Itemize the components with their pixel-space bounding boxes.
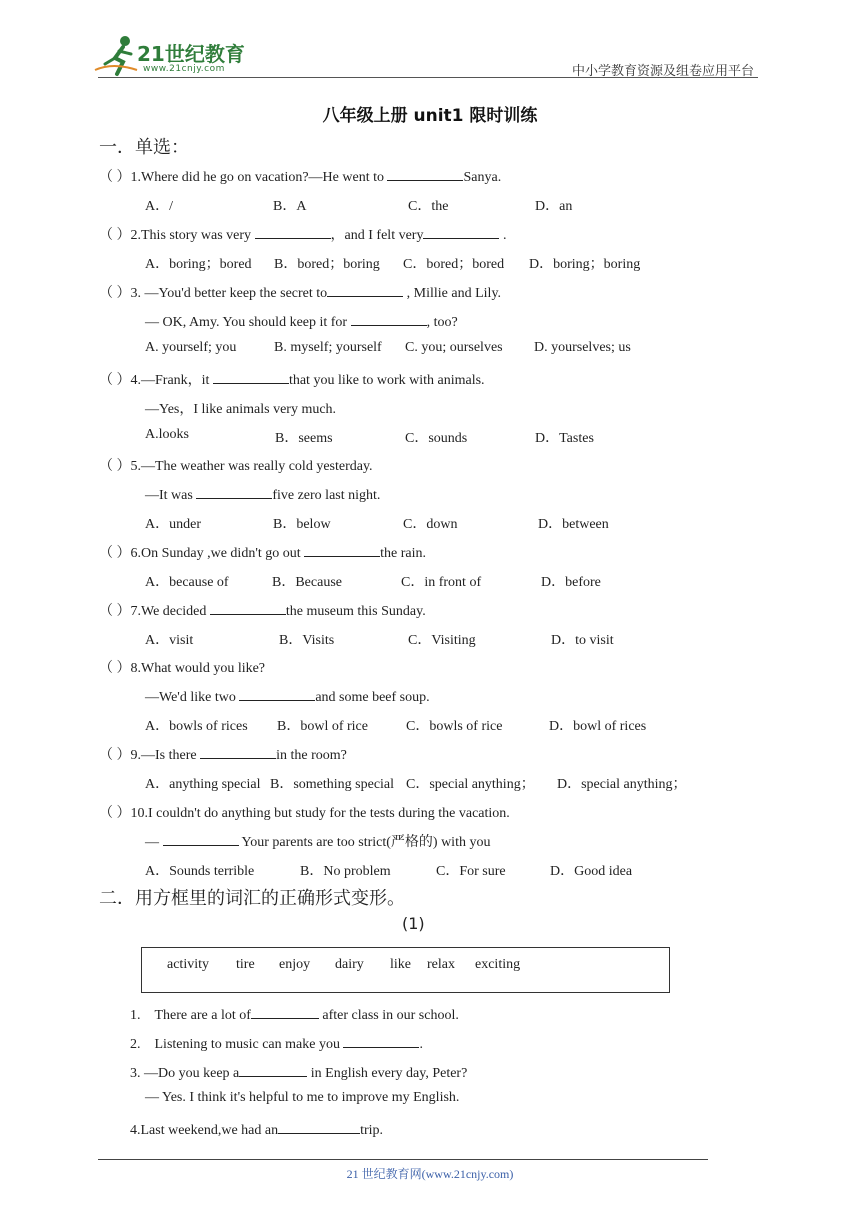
question-6: （ ）6.On Sunday ,we didn't go out the rain. bbox=[99, 542, 426, 562]
word-box bbox=[141, 947, 670, 993]
word-exciting: exciting bbox=[475, 957, 521, 972]
word-like: like bbox=[390, 957, 411, 972]
option-b[interactable]: B. myself; yourself bbox=[274, 340, 382, 355]
option-d[interactable]: D．bowl of rices bbox=[549, 719, 647, 734]
logo-brand: 21世纪教育 bbox=[137, 42, 245, 66]
question-9: （ ）9.—Is there in the room? bbox=[99, 744, 347, 764]
answer-blank[interactable] bbox=[251, 1004, 319, 1019]
option-c[interactable]: C．Visiting bbox=[408, 633, 476, 648]
options-4 bbox=[145, 427, 745, 447]
word-relax: relax bbox=[427, 957, 455, 972]
fill-item-3: 3. —Do you keep a in English every day, Peter? bbox=[130, 1062, 467, 1082]
option-a[interactable]: A．Sounds terrible bbox=[145, 864, 255, 879]
runner-icon bbox=[93, 34, 139, 78]
answer-blank[interactable] bbox=[196, 484, 272, 499]
option-d[interactable]: D．before bbox=[541, 575, 601, 590]
part-label: (1) bbox=[402, 914, 425, 933]
question-1: （ ）1.Where did he go on vacation?—He went to Sanya. bbox=[99, 166, 501, 186]
options-9 bbox=[145, 773, 765, 793]
option-b[interactable]: B．bowl of rice bbox=[277, 719, 368, 734]
page-title: 八年级上册 unit1 限时训练 bbox=[322, 106, 538, 126]
option-b[interactable]: B．seems bbox=[275, 431, 333, 446]
answer-blank[interactable] bbox=[210, 600, 286, 615]
option-c[interactable]: C．down bbox=[403, 517, 458, 532]
option-d[interactable]: D．Good idea bbox=[550, 864, 633, 879]
option-b[interactable]: B．below bbox=[273, 517, 331, 532]
option-c[interactable]: C．sounds bbox=[405, 431, 468, 446]
option-b[interactable]: B．Visits bbox=[279, 633, 335, 648]
option-c[interactable]: C．in front of bbox=[401, 575, 482, 590]
answer-blank[interactable] bbox=[213, 369, 289, 384]
word-enjoy: enjoy bbox=[279, 957, 311, 972]
option-c[interactable]: C. you; ourselves bbox=[405, 340, 503, 355]
question-5-reply: —It was five zero last night. bbox=[145, 484, 380, 504]
option-d[interactable]: D．special anything； bbox=[557, 777, 687, 792]
option-a[interactable]: A．because of bbox=[145, 575, 229, 590]
answer-blank[interactable] bbox=[423, 224, 499, 239]
option-d[interactable]: D．to visit bbox=[551, 633, 614, 648]
question-4-reply: —Yes，I like animals very much. bbox=[145, 402, 337, 417]
answer-blank[interactable] bbox=[278, 1119, 360, 1134]
option-b[interactable]: B．something special bbox=[270, 777, 395, 792]
options-3 bbox=[145, 340, 765, 360]
option-d[interactable]: D．Tastes bbox=[535, 431, 594, 446]
question-3-reply: — OK, Amy. You should keep it for , too? bbox=[145, 311, 458, 331]
option-d[interactable]: D．boring；boring bbox=[529, 257, 641, 272]
answer-blank[interactable] bbox=[255, 224, 331, 239]
question-10: （ ）10.I couldn't do anything but study for the tests during the vacation. bbox=[99, 806, 510, 821]
options-6 bbox=[145, 571, 765, 591]
fill-item-1: 1. There are a lot of after class in our school. bbox=[130, 1004, 459, 1024]
option-c[interactable]: C．bowls of rice bbox=[406, 719, 503, 734]
question-10-reply: — Your parents are too strict(严格的) with you bbox=[145, 831, 490, 851]
option-c[interactable]: C．the bbox=[408, 199, 449, 214]
options-10 bbox=[145, 860, 765, 880]
option-d[interactable]: D．between bbox=[538, 517, 609, 532]
section-heading-2: 二．用方框里的词汇的正确形式变形。 bbox=[99, 888, 405, 909]
site-logo bbox=[93, 34, 263, 80]
question-7: （ ）7.We decided the museum this Sunday. bbox=[99, 600, 426, 620]
option-a[interactable]: A．boring；bored bbox=[145, 257, 252, 272]
question-2: （ ）2.This story was very ，and I felt very . bbox=[99, 224, 506, 244]
section-heading-1: 一．单选： bbox=[99, 137, 189, 158]
option-a[interactable]: A．under bbox=[145, 517, 201, 532]
answer-blank[interactable] bbox=[351, 311, 427, 326]
option-d[interactable]: D. yourselves; us bbox=[534, 340, 631, 355]
footer-divider bbox=[98, 1159, 708, 1160]
option-a[interactable]: A.looks bbox=[145, 427, 189, 442]
word-dairy: dairy bbox=[335, 957, 364, 972]
options-7 bbox=[145, 629, 765, 649]
option-b[interactable]: B．No problem bbox=[300, 864, 391, 879]
question-5: （ ）5.—The weather was really cold yesterday. bbox=[99, 459, 373, 474]
platform-label: 中小学教育资源及组卷应用平台 bbox=[571, 64, 754, 79]
option-a[interactable]: A．/ bbox=[145, 199, 173, 214]
option-a[interactable]: A. yourself; you bbox=[145, 340, 237, 355]
option-b[interactable]: B．A bbox=[273, 199, 307, 214]
option-a[interactable]: A．anything special bbox=[145, 777, 261, 792]
question-3: （ ）3. —You'd better keep the secret to , Millie and Lily. bbox=[99, 282, 501, 302]
question-8: （ ）8.What would you like? bbox=[99, 661, 266, 676]
answer-blank[interactable] bbox=[239, 1062, 307, 1077]
answer-blank[interactable] bbox=[239, 686, 315, 701]
word-activity: activity bbox=[167, 957, 209, 972]
logo-url: www.21cnjy.com bbox=[143, 64, 225, 74]
options-8 bbox=[145, 715, 765, 735]
option-d[interactable]: D．an bbox=[535, 199, 573, 214]
question-8-reply: —We'd like two and some beef soup. bbox=[145, 686, 430, 706]
options-1 bbox=[145, 195, 745, 215]
option-c[interactable]: C．special anything； bbox=[406, 777, 535, 792]
answer-blank[interactable] bbox=[387, 166, 463, 181]
answer-blank[interactable] bbox=[304, 542, 380, 557]
header-divider bbox=[98, 77, 758, 78]
answer-blank[interactable] bbox=[163, 831, 239, 846]
word-tire: tire bbox=[236, 957, 255, 972]
option-b[interactable]: B．bored；boring bbox=[274, 257, 380, 272]
options-5 bbox=[145, 513, 765, 533]
answer-blank[interactable] bbox=[343, 1033, 419, 1048]
option-c[interactable]: C．For sure bbox=[436, 864, 506, 879]
fill-item-4: 4.Last weekend,we had an trip. bbox=[130, 1119, 383, 1139]
answer-blank[interactable] bbox=[327, 282, 403, 297]
option-a[interactable]: A．visit bbox=[145, 633, 194, 648]
footer-link[interactable]: 21 世纪教育网(www.21cnjy.com) bbox=[346, 1167, 514, 1181]
option-b[interactable]: B．Because bbox=[272, 575, 342, 590]
option-c[interactable]: C．bored；bored bbox=[403, 257, 505, 272]
options-2 bbox=[145, 253, 765, 273]
question-4: （ ）4.—Frank，it that you like to work with animals. bbox=[99, 369, 485, 389]
answer-blank[interactable] bbox=[200, 744, 276, 759]
fill-item-2: 2. Listening to music can make you . bbox=[130, 1033, 423, 1053]
option-a[interactable]: A．bowls of rices bbox=[145, 719, 248, 734]
fill-item-3-reply: — Yes. I think it's helpful to me to improve my English. bbox=[145, 1090, 460, 1105]
